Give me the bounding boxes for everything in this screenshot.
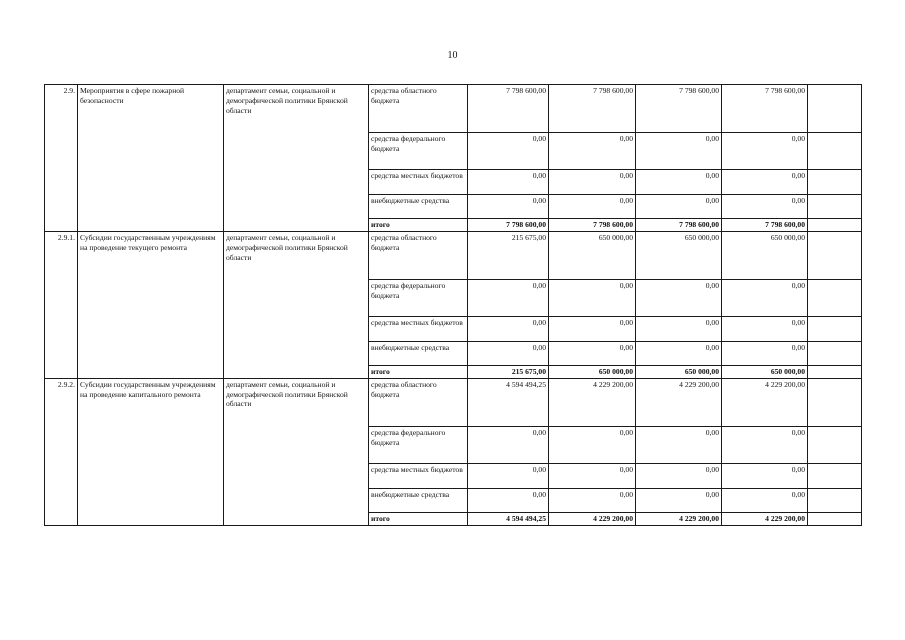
section-name: Субсидии государственным учреждениям на проведение текущего ремонта — [78, 231, 224, 378]
section-code: 2.9.2. — [45, 378, 78, 525]
budget-table-body — [45, 85, 862, 526]
amount-year-3: 7 798 600,00 — [636, 219, 722, 232]
amount-year-3: 0,00 — [636, 195, 722, 219]
funding-source: средства федерального бюджета — [369, 426, 468, 463]
funding-source: средства областного бюджета — [369, 378, 468, 426]
section-executor: департамент семьи, социальной и демографической политики Брянской области — [224, 231, 369, 378]
funding-source: средства местных бюджетов — [369, 316, 468, 341]
amount-year-3: 0,00 — [636, 488, 722, 512]
amount-year-1: 4 594 494,25 — [468, 512, 549, 525]
amount-year-4: 650 000,00 — [722, 365, 808, 378]
funding-source: средства федерального бюджета — [369, 279, 468, 316]
empty-cell — [808, 378, 862, 426]
amount-year-2: 0,00 — [549, 316, 636, 341]
amount-year-3: 0,00 — [636, 316, 722, 341]
amount-year-1: 215 675,00 — [468, 365, 549, 378]
empty-cell — [808, 85, 862, 133]
amount-year-1: 0,00 — [468, 488, 549, 512]
amount-year-4: 0,00 — [722, 195, 808, 219]
amount-year-4: 650 000,00 — [722, 231, 808, 279]
budget-table — [44, 84, 862, 526]
amount-year-1: 215 675,00 — [468, 231, 549, 279]
amount-year-4: 0,00 — [722, 170, 808, 195]
amount-year-4: 0,00 — [722, 463, 808, 488]
empty-cell — [808, 170, 862, 195]
section-code: 2.9. — [45, 85, 78, 232]
funding-source: средства областного бюджета — [369, 231, 468, 279]
amount-year-2: 0,00 — [549, 488, 636, 512]
amount-year-1: 0,00 — [468, 341, 549, 365]
amount-year-2: 0,00 — [549, 195, 636, 219]
empty-cell — [808, 279, 862, 316]
amount-year-3: 650 000,00 — [636, 231, 722, 279]
section-code: 2.9.1. — [45, 231, 78, 378]
amount-year-1: 0,00 — [468, 279, 549, 316]
amount-year-1: 7 798 600,00 — [468, 85, 549, 133]
amount-year-3: 0,00 — [636, 463, 722, 488]
empty-cell — [808, 365, 862, 378]
amount-year-2: 650 000,00 — [549, 365, 636, 378]
funding-source: средства местных бюджетов — [369, 463, 468, 488]
funding-source: внебюджетные средства — [369, 341, 468, 365]
amount-year-2: 0,00 — [549, 170, 636, 195]
amount-year-3: 4 229 200,00 — [636, 378, 722, 426]
amount-year-2: 4 229 200,00 — [549, 512, 636, 525]
empty-cell — [808, 133, 862, 170]
amount-year-2: 0,00 — [549, 341, 636, 365]
empty-cell — [808, 463, 862, 488]
amount-year-3: 0,00 — [636, 133, 722, 170]
amount-year-1: 7 798 600,00 — [468, 219, 549, 232]
funding-source: средства местных бюджетов — [369, 170, 468, 195]
amount-year-4: 0,00 — [722, 279, 808, 316]
amount-year-3: 0,00 — [636, 426, 722, 463]
amount-year-4: 0,00 — [722, 133, 808, 170]
amount-year-3: 4 229 200,00 — [636, 512, 722, 525]
amount-year-2: 650 000,00 — [549, 231, 636, 279]
section-executor: департамент семьи, социальной и демографической политики Брянской области — [224, 378, 369, 525]
amount-year-4: 0,00 — [722, 426, 808, 463]
amount-year-1: 0,00 — [468, 463, 549, 488]
amount-year-3: 0,00 — [636, 341, 722, 365]
page-number: 10 — [447, 50, 458, 61]
amount-year-4: 0,00 — [722, 316, 808, 341]
table-row — [45, 85, 862, 133]
funding-source: средства областного бюджета — [369, 85, 468, 133]
amount-year-2: 0,00 — [549, 426, 636, 463]
funding-source: итого — [369, 512, 468, 525]
amount-year-1: 0,00 — [468, 170, 549, 195]
empty-cell — [808, 195, 862, 219]
amount-year-2: 7 798 600,00 — [549, 219, 636, 232]
section-name: Субсидии государственным учреждениям на проведение капитального ремонта — [78, 378, 224, 525]
table-row — [45, 378, 862, 426]
amount-year-1: 0,00 — [468, 316, 549, 341]
amount-year-3: 0,00 — [636, 170, 722, 195]
empty-cell — [808, 512, 862, 525]
amount-year-3: 0,00 — [636, 279, 722, 316]
funding-source: внебюджетные средства — [369, 488, 468, 512]
funding-source: средства федерального бюджета — [369, 133, 468, 170]
amount-year-1: 4 594 494,25 — [468, 378, 549, 426]
amount-year-2: 7 798 600,00 — [549, 85, 636, 133]
amount-year-2: 0,00 — [549, 279, 636, 316]
funding-source: итого — [369, 365, 468, 378]
amount-year-4: 7 798 600,00 — [722, 85, 808, 133]
amount-year-2: 4 229 200,00 — [549, 378, 636, 426]
amount-year-1: 0,00 — [468, 426, 549, 463]
amount-year-3: 650 000,00 — [636, 365, 722, 378]
empty-cell — [808, 316, 862, 341]
amount-year-1: 0,00 — [468, 195, 549, 219]
amount-year-2: 0,00 — [549, 133, 636, 170]
amount-year-4: 7 798 600,00 — [722, 219, 808, 232]
amount-year-4: 4 229 200,00 — [722, 512, 808, 525]
amount-year-4: 4 229 200,00 — [722, 378, 808, 426]
amount-year-2: 0,00 — [549, 463, 636, 488]
section-executor: департамент семьи, социальной и демографической политики Брянской области — [224, 85, 369, 232]
empty-cell — [808, 219, 862, 232]
empty-cell — [808, 231, 862, 279]
funding-source: итого — [369, 219, 468, 232]
funding-source: внебюджетные средства — [369, 195, 468, 219]
amount-year-4: 0,00 — [722, 341, 808, 365]
section-name: Мероприятия в сфере пожарной безопасности — [78, 85, 224, 232]
empty-cell — [808, 488, 862, 512]
empty-cell — [808, 426, 862, 463]
amount-year-4: 0,00 — [722, 488, 808, 512]
table-row — [45, 231, 862, 279]
empty-cell — [808, 341, 862, 365]
amount-year-1: 0,00 — [468, 133, 549, 170]
amount-year-3: 7 798 600,00 — [636, 85, 722, 133]
